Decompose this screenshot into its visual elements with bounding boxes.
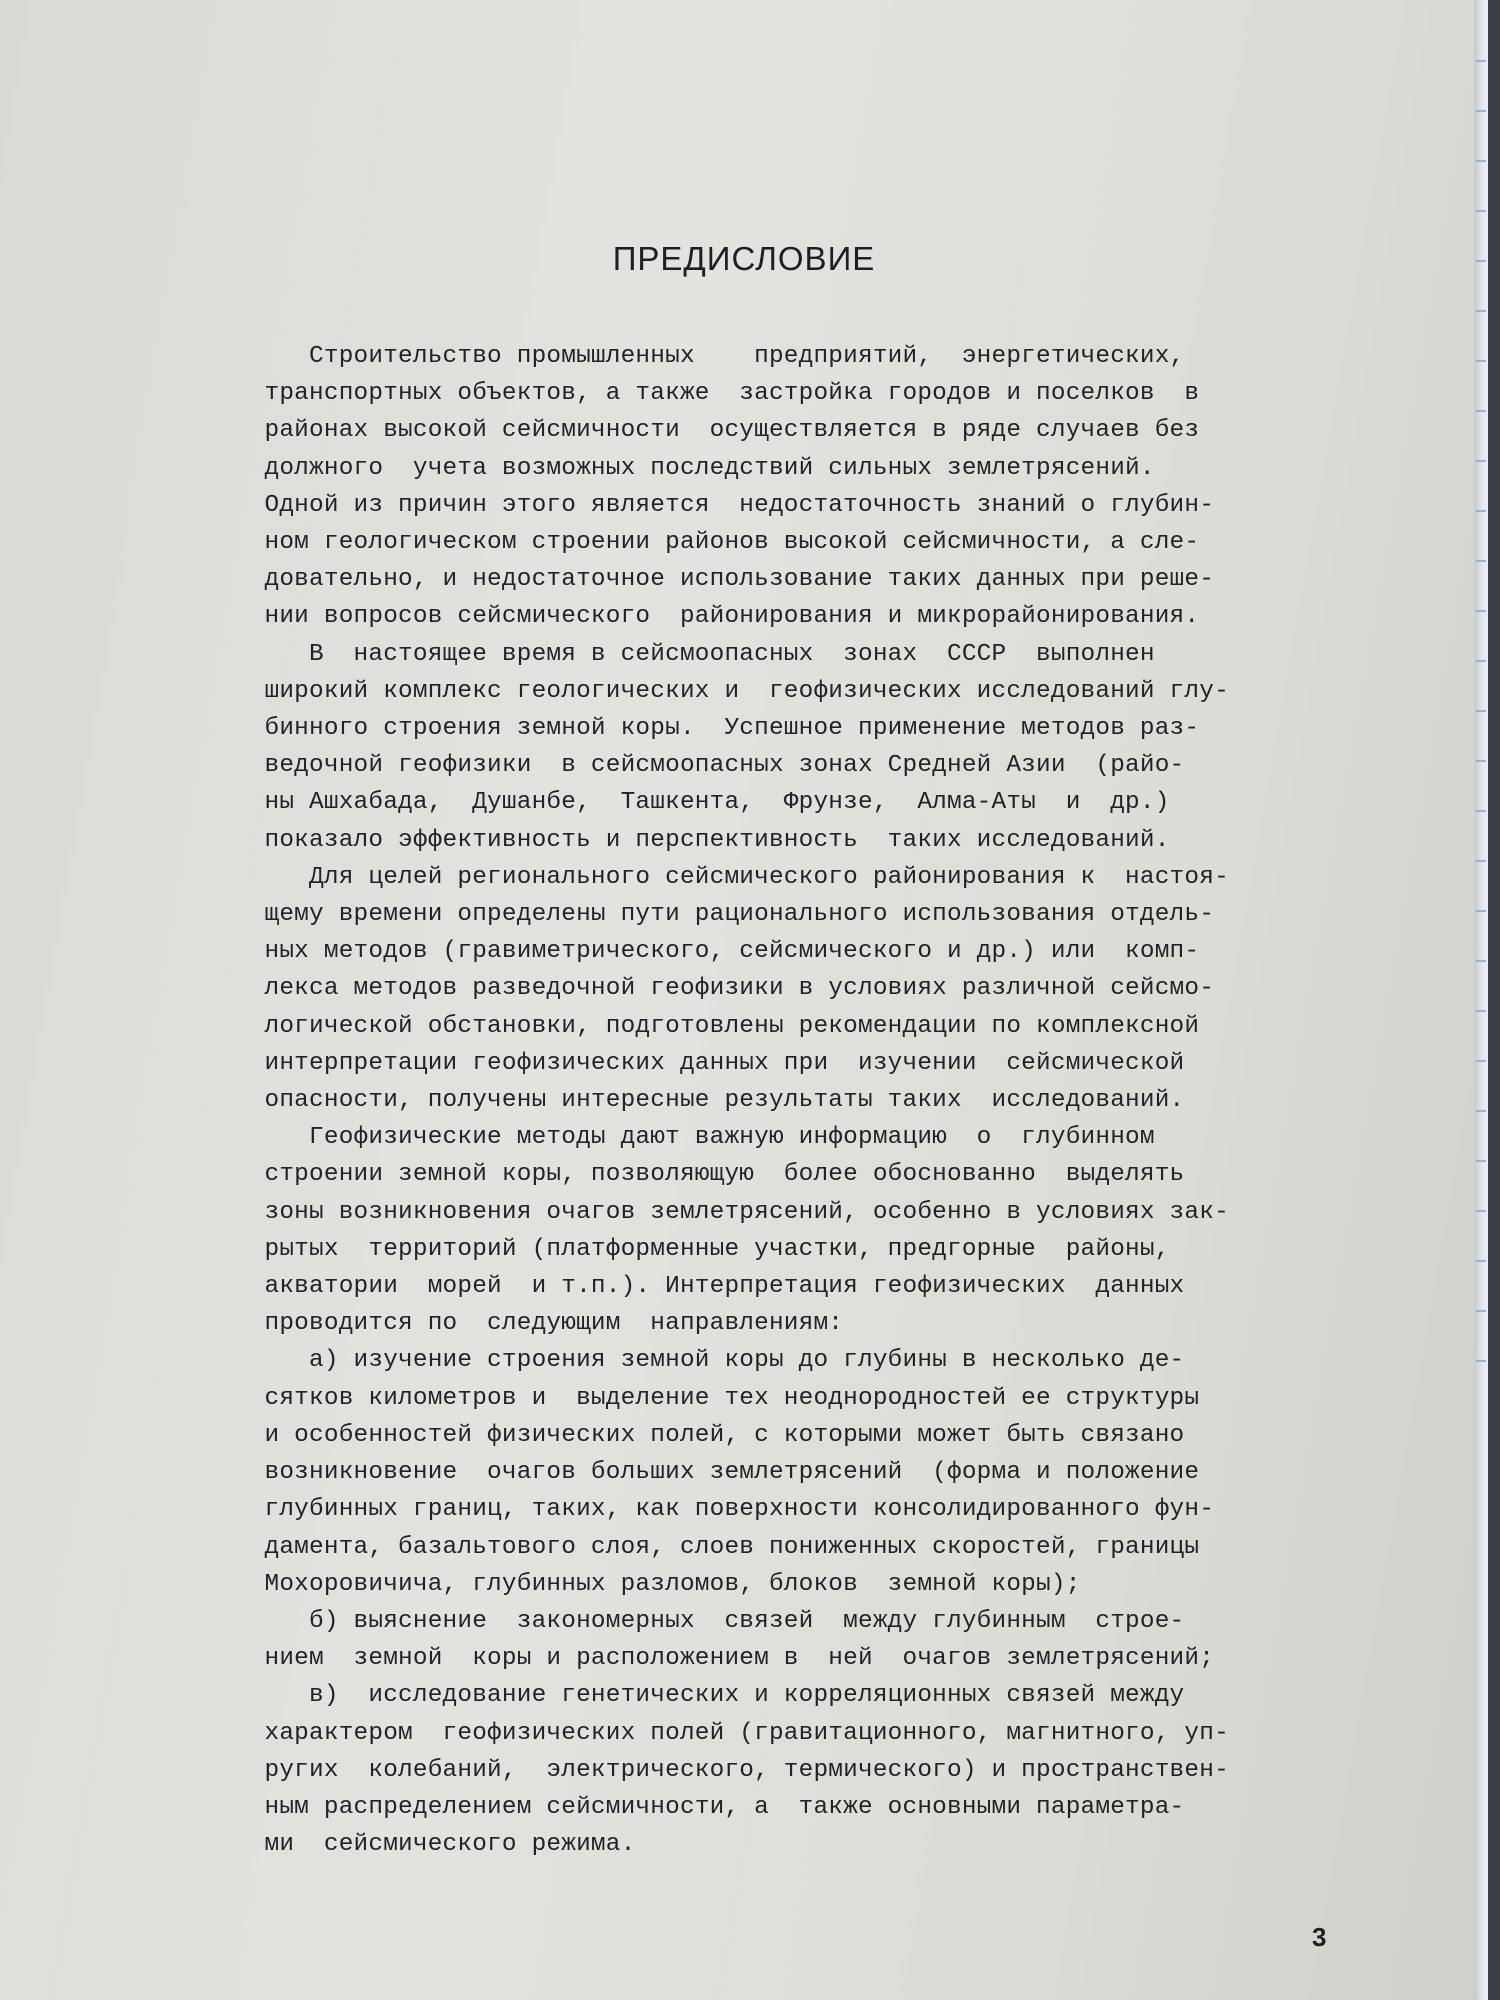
text-line: щему времени определены пути рационального использования отдель- [220, 901, 1215, 929]
text-line: дамента, базальтового слоя, слоев пониженных скоростей, границы [220, 1533, 1200, 1561]
text-line: районах высокой сейсмичности осуществляется в ряде случаев без [220, 417, 1200, 445]
text-line: акватории морей и т.п.). Интерпретация геофизических данных [220, 1273, 1185, 1301]
edge-mark [1476, 1310, 1486, 1312]
text-line: широкий комплекс геологических и геофизических исследований глу- [220, 677, 1229, 705]
text-line: Одной из причин этого является недостаточность знаний о глубин- [220, 491, 1215, 519]
edge-mark [1476, 160, 1486, 162]
edge-mark [1476, 1010, 1486, 1012]
text-line: транспортных объектов, а также застройка городов и поселков в [220, 380, 1200, 408]
text-line: Мохоровичича, глубинных разломов, блоков земной коры); [220, 1570, 1081, 1598]
text-line: Строительство промышленных предприятий, энергетических, [220, 343, 1185, 370]
edge-mark [1476, 560, 1486, 562]
text-line: нием земной коры и расположением в ней очагов землетрясений; [220, 1645, 1215, 1673]
text-line: рытых территорий (платформенные участки, предгорные районы, [220, 1235, 1170, 1263]
edge-mark [1476, 860, 1486, 862]
edge-mark [1476, 1360, 1486, 1362]
edge-mark [1476, 510, 1486, 512]
text-line: опасности, получены интересные результаты таких исследований. [220, 1087, 1185, 1115]
text-line: б) выяснение закономерных связей между глубинным строе- [220, 1607, 1185, 1635]
text-line: довательно, и недостаточное использование таких данных при реше- [220, 566, 1215, 594]
edge-mark [1476, 660, 1486, 662]
edge-mark [1476, 310, 1486, 312]
edge-mark [1476, 960, 1486, 962]
edge-mark [1476, 1160, 1486, 1162]
edge-mark [1476, 760, 1486, 762]
text-line: ных методов (гравиметрического, сейсмического и др.) или комп- [220, 938, 1200, 966]
text-line: ны Ашхабада, Душанбе, Ташкента, Фрунзе, Алма-Аты и др.) [220, 789, 1170, 817]
edge-mark [1476, 1060, 1486, 1062]
text-line: нии вопросов сейсмического районирования и микрорайонирования. [220, 603, 1200, 631]
text-line: ругих колебаний, электрического, термического) и пространствен- [220, 1756, 1229, 1784]
text-line: а) изучение строения земной коры до глубины в несколько де- [220, 1347, 1185, 1375]
text-line: должного учета возможных последствий сильных землетрясений. [220, 454, 1155, 482]
edge-mark [1476, 1110, 1486, 1112]
text-line: характером геофизических полей (гравитационного, магнитного, уп- [220, 1719, 1229, 1747]
text-line: ми сейсмического режима. [220, 1831, 636, 1859]
edge-mark [1476, 410, 1486, 412]
edge-mark [1476, 210, 1486, 212]
edge-mark [1476, 1260, 1486, 1262]
page-title: ПРЕДИСЛОВИЕ [612, 240, 876, 277]
text-line: Для целей регионального сейсмического районирования к настоя- [220, 863, 1229, 891]
text-line: зоны возникновения очагов землетрясений, особенно в условиях зак- [220, 1198, 1229, 1226]
edge-mark [1476, 110, 1486, 112]
text-line: возникновение очагов больших землетрясений (форма и положение [220, 1459, 1200, 1487]
edge-mark [1476, 1210, 1486, 1212]
text-line: сятков километров и выделение тех неоднородностей ее структуры [220, 1384, 1200, 1412]
text-line: ном геологическом строении районов высокой сейсмичности, а сле- [220, 529, 1200, 557]
edge-mark [1476, 360, 1486, 362]
text-line: ным распределением сейсмичности, а также основными параметра- [220, 1793, 1185, 1821]
text-line: логической обстановки, подготовлены рекомендации по комплексной [220, 1012, 1200, 1040]
edge-mark [1476, 610, 1486, 612]
text-line: глубинных границ, таких, как поверхности консолидированного фун- [220, 1496, 1215, 1524]
text-line: интерпретации геофизических данных при изучении сейсмической [220, 1049, 1185, 1077]
text-line: строении земной коры, позволяющую более обоснованно выделять [220, 1161, 1185, 1189]
text-line: В настоящее время в сейсмоопасных зонах СССР выполнен [220, 640, 1155, 668]
text-line: лекса методов разведочной геофизики в условиях различной сейсмо- [220, 975, 1215, 1003]
edge-mark [1476, 910, 1486, 912]
edge-mark [1476, 810, 1486, 812]
next-page-edge [1474, 0, 1488, 2000]
body-text [220, 338, 1350, 1863]
edge-mark [1476, 460, 1486, 462]
edge-mark [1476, 710, 1486, 712]
text-line: в) исследование генетических и корреляционных связей между [220, 1682, 1185, 1710]
text-line: проводится по следующим направлениям: [220, 1310, 844, 1338]
text-line: показало эффективность и перспективность таких исследований. [220, 826, 1170, 854]
text-line: бинного строения земной коры. Успешное применение методов раз- [220, 715, 1200, 743]
text-line: Геофизические методы дают важную информацию о глубинном [220, 1124, 1155, 1152]
edge-mark [1476, 60, 1486, 62]
text-line: ведочной геофизики в сейсмоопасных зонах Средней Азии (райо- [220, 752, 1185, 780]
page-number: 3 [1312, 1922, 1327, 1952]
text-line: и особенностей физических полей, с которыми может быть связано [220, 1421, 1185, 1449]
